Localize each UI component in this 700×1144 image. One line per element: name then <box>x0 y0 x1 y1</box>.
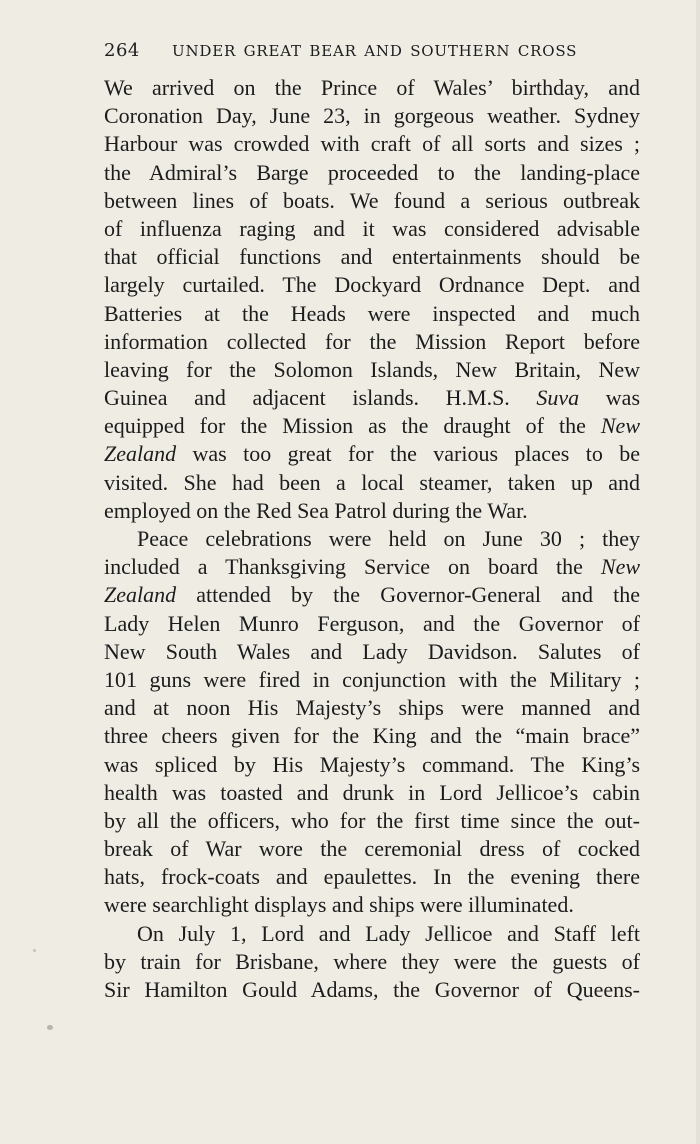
text-line: Peace celebrations were held on June 30 ; they <box>137 526 640 551</box>
text-line: visited. She had been a local steamer, taken up and <box>104 469 640 495</box>
text-line: and at noon His Majesty’s ships were manned and <box>104 695 640 721</box>
text-line: hats, frock-coats and epaulettes. In the evening there <box>104 864 640 890</box>
text-run: Guinea and adjacent islands. H.M.S. <box>104 385 510 411</box>
text-line: break of War wore the ceremonial dress of cocked <box>104 836 640 862</box>
body-text <box>104 74 640 1004</box>
text-line <box>104 440 640 468</box>
text-line: On July 1, Lord and Lady Jellicoe and Staff left <box>137 920 640 946</box>
page-number: 264 <box>104 40 140 61</box>
text-line: the Admiral’s Barge proceeded to the landing-place <box>104 159 640 185</box>
text-run: was too great for the various places to be <box>192 441 641 467</box>
text-line: New South Wales and Lady Davidson. Salutes of <box>104 638 640 664</box>
ship-name: New <box>600 554 641 580</box>
paper-speck <box>47 1025 53 1030</box>
text-line: Harbour was crowded with craft of all sorts and sizes ; <box>104 131 640 157</box>
text-line: by train for Brisbane, where they were the guests of <box>104 948 640 974</box>
text-line: Lady Helen Munro Ferguson, and the Governor of <box>104 610 640 636</box>
text-line: three cheers given for the King and the “main brace” <box>104 723 640 749</box>
text-run: attended by the Governor-General and the <box>196 582 640 608</box>
ship-name: Zealand <box>104 582 177 608</box>
text-line: employed on the Red Sea Patrol during the War. <box>104 497 528 523</box>
paper-speck <box>33 949 36 952</box>
text-line: We arrived on the Prince of Wales’ birthday, and <box>104 75 640 100</box>
text-line: information collected for the Mission Report before <box>104 328 640 354</box>
text-run: included a Thanksgiving Service on board the <box>104 554 583 580</box>
text-line <box>104 553 640 581</box>
text-line: Sir Hamilton Gould Adams, the Governor of Queens- <box>104 977 640 1002</box>
text-line <box>104 581 640 609</box>
text-line: between lines of boats. We found a serious outbreak <box>104 187 640 213</box>
text-line: leaving for the Solomon Islands, New Britain, New <box>104 356 640 382</box>
text-line: health was toasted and drunk in Lord Jellicoe’s cabin <box>104 779 640 805</box>
text-line: were searchlight displays and ships were illuminated. <box>104 892 574 918</box>
text-line: Coronation Day, June 23, in gorgeous weather. Sydney <box>104 103 640 129</box>
text-line: by all the officers, who for the first time since the out- <box>104 807 640 833</box>
page-edge <box>696 0 700 1144</box>
ship-name: New <box>600 413 640 439</box>
running-title: UNDER GREAT BEAR AND SOUTHERN CROSS <box>172 42 578 60</box>
ship-name: Zealand <box>104 441 177 467</box>
text-line: 101 guns were fired in conjunction with the Military ; <box>104 666 640 692</box>
text-line <box>104 384 640 412</box>
text-run: was <box>605 385 641 411</box>
text-line: Batteries at the Heads were inspected and much <box>104 300 640 326</box>
text-line: was spliced by His Majesty’s command. The King’s <box>104 751 640 777</box>
text-line: of influenza raging and it was considered advisable <box>104 215 640 241</box>
text-line: largely curtailed. The Dockyard Ordnance Dept. and <box>104 272 640 298</box>
text-line: that official functions and entertainments should be <box>104 244 640 270</box>
ship-name: Suva <box>536 385 580 411</box>
text-line <box>104 412 640 440</box>
text-run: equipped for the Mission as the draught of the <box>104 413 586 439</box>
